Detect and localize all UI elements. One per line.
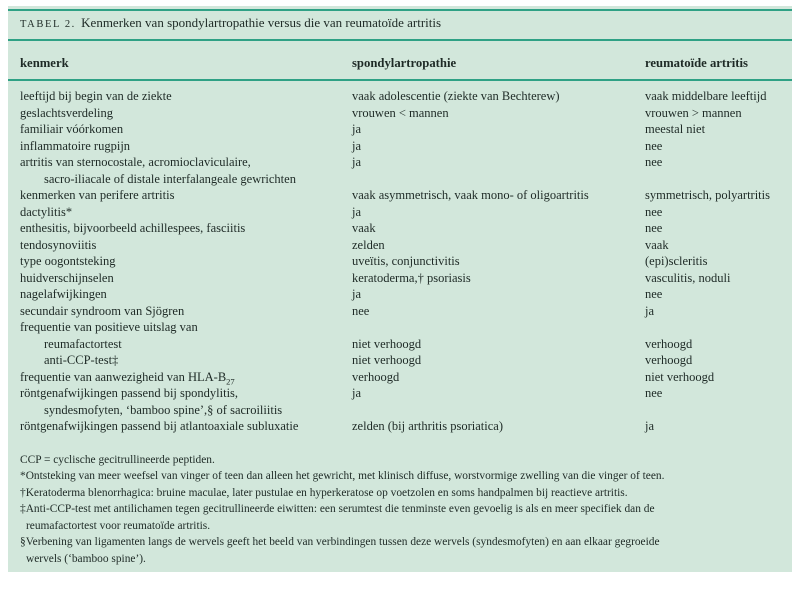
cell-reumatoide-artritis: symmetrisch, polyartritis <box>645 188 770 202</box>
footnote <box>20 452 780 469</box>
cell-reumatoide-artritis: nee <box>645 138 663 153</box>
column-header-kenmerk: kenmerk <box>20 55 69 70</box>
cell-kenmerk: geslachtsverdeling <box>20 105 114 120</box>
cell-spondylartropathie: ja <box>352 138 362 153</box>
table-row <box>20 369 780 386</box>
table-body <box>8 81 792 435</box>
table-row <box>20 187 780 204</box>
table-row <box>20 286 780 303</box>
table-row <box>20 237 780 254</box>
cell-reumatoide-artritis: nee <box>645 386 663 400</box>
table-row <box>20 336 780 353</box>
row-label-line-2: syndesmofyten, ‘bamboo spine’,§ of sacroiliitis <box>44 402 283 417</box>
cell-reumatoide-artritis: meestal niet <box>645 122 706 136</box>
footnote <box>20 485 780 502</box>
cell-reumatoide-artritis: nee <box>645 204 663 219</box>
cell-kenmerk <box>20 385 352 418</box>
cell-kenmerk-indented: reumafactortest <box>44 336 122 351</box>
cell-spondylartropathie: vaak asymmetrisch, vaak mono- of oligoartritis <box>352 188 589 202</box>
table-row <box>20 138 780 155</box>
cell-kenmerk: inflammatoire rugpijn <box>20 138 131 153</box>
cell-kenmerk: nagelafwijkingen <box>20 287 107 301</box>
cell-spondylartropathie: vrouwen < mannen <box>352 105 449 120</box>
row-label-line-1: artritis van sternocostale, acromioclaviculaire, <box>20 155 251 169</box>
table-row <box>20 220 780 237</box>
cell-spondylartropathie: uveïtis, conjunctivitis <box>352 254 460 268</box>
column-header-spondylartropathie: spondylartropathie <box>352 55 457 70</box>
cell-kenmerk: frequentie van positieve uitslag van <box>20 320 198 334</box>
cell-kenmerk: kenmerken van perifere artritis <box>20 188 175 202</box>
row-label-line-2: sacro-iliacale of distale interfalangeale gewrichten <box>44 171 296 186</box>
cell-spondylartropathie: ja <box>352 122 362 136</box>
table-row <box>20 303 780 320</box>
table-row <box>20 319 780 336</box>
table-number-label: TABEL 2. <box>20 19 76 30</box>
table-row <box>20 418 780 435</box>
row-label-line-1: röntgenafwijkingen passend bij spondylitis, <box>20 386 239 400</box>
cell-kenmerk <box>20 154 352 187</box>
cell-reumatoide-artritis: nee <box>645 287 663 301</box>
cell-spondylartropathie: ja <box>352 204 362 219</box>
cell-reumatoide-artritis: vasculitis, noduli <box>645 270 731 285</box>
cell-reumatoide-artritis: niet verhoogd <box>645 369 715 384</box>
cell-reumatoide-artritis: vaak <box>645 237 669 252</box>
table-row <box>20 270 780 287</box>
cell-kenmerk: enthesitis, bijvoorbeeld achillespees, fasciitis <box>20 221 246 235</box>
cell-kenmerk <box>20 369 352 386</box>
cell-spondylartropathie: vaak <box>352 221 376 235</box>
cell-kenmerk: dactylitis* <box>20 204 73 219</box>
hla-b-label: frequentie van aanwezigheid van HLA-B <box>20 369 227 384</box>
cell-kenmerk: secundair syndroom van Sjögren <box>20 303 185 318</box>
cell-spondylartropathie: niet verhoogd <box>352 336 422 351</box>
cell-spondylartropathie: nee <box>352 303 370 318</box>
cell-reumatoide-artritis: verhoogd <box>645 336 693 351</box>
cell-spondylartropathie: zelden <box>352 237 385 252</box>
footnote <box>20 501 780 534</box>
cell-spondylartropathie: keratoderma,† psoriasis <box>352 270 471 285</box>
cell-reumatoide-artritis: vaak middelbare leeftijd <box>645 89 767 103</box>
table-panel <box>8 6 792 572</box>
cell-reumatoide-artritis: nee <box>645 221 663 235</box>
table-row <box>20 385 780 418</box>
cell-kenmerk: röntgenafwijkingen passend bij atlantoaxiale subluxatie <box>20 419 299 433</box>
footnote-ccp-definition: CCP = cyclische gecitrullineerde peptiden. <box>20 453 215 466</box>
cell-reumatoide-artritis: nee <box>645 155 663 169</box>
cell-spondylartropathie: zelden (bij arthritis psoriatica) <box>352 419 503 433</box>
footnote-section-sign-line-2: wervels (‘bamboo spine’). <box>26 552 146 565</box>
cell-kenmerk: huidverschijnselen <box>20 270 114 285</box>
table-row <box>20 253 780 270</box>
cell-reumatoide-artritis: ja <box>645 303 655 318</box>
table-row <box>20 154 780 187</box>
cell-kenmerk: leeftijd bij begin van de ziekte <box>20 89 172 103</box>
cell-kenmerk: type oogontsteking <box>20 254 116 268</box>
footnote <box>20 534 780 567</box>
cell-reumatoide-artritis: verhoogd <box>645 353 693 367</box>
cell-kenmerk-indented: anti-CCP-test‡ <box>44 353 119 367</box>
hla-b27-subscript: 27 <box>226 376 235 386</box>
table-row <box>20 204 780 221</box>
cell-spondylartropathie: ja <box>352 386 362 400</box>
cell-spondylartropathie: ja <box>352 155 362 169</box>
cell-spondylartropathie: niet verhoogd <box>352 353 422 367</box>
table-row <box>20 105 780 122</box>
cell-spondylartropathie: verhoogd <box>352 369 400 384</box>
column-header-reumatoide-artritis: reumatoïde artritis <box>645 55 748 70</box>
table-header-row <box>8 41 792 80</box>
footnote-double-dagger-line-2: reumafactortest voor reumatoïde artritis. <box>26 519 211 532</box>
table-row <box>20 121 780 138</box>
cell-spondylartropathie: vaak adolescentie (ziekte van Bechterew) <box>352 89 560 103</box>
cell-reumatoide-artritis: (epi)scleritis <box>645 254 708 268</box>
cell-kenmerk: familiair vóórkomen <box>20 122 124 136</box>
footnote <box>20 468 780 485</box>
footnote-dagger: †Keratoderma blenorrhagica: bruine maculae, later pustulae en hyperkeratose op voetzolen en soms handpalmen bij reactieve artritis. <box>20 486 628 499</box>
cell-kenmerk: tendosynoviitis <box>20 237 97 252</box>
table-title <box>8 11 792 39</box>
cell-reumatoide-artritis: ja <box>645 419 655 433</box>
footnote-section-sign-line-1: §Verbening van ligamenten langs de wervels geeft het beeld van verbindingen tussen deze wervels (syndesmofyten) en aan elkaar gegroeide <box>20 536 660 548</box>
footnote-asterisk: *Ontsteking van meer weefsel van vinger of teen dan alleen het gewricht, met klinisch diffuse, worstvormige zwelling van die vinger of teen. <box>20 470 665 482</box>
footnote-double-dagger-line-1: ‡Anti-CCP-test met antilichamen tegen gecitrullineerde eiwitten: een serumtest die tenminste even gevoelig is als en meer specifiek dan de <box>20 503 655 515</box>
cell-reumatoide-artritis: vrouwen > mannen <box>645 105 742 120</box>
footnotes-section <box>8 435 792 568</box>
table-row <box>20 88 780 105</box>
cell-spondylartropathie: ja <box>352 287 362 301</box>
table-row <box>20 352 780 369</box>
table-title-text: Kenmerken van spondylartropathie versus die van reumatoïde artritis <box>81 15 442 30</box>
